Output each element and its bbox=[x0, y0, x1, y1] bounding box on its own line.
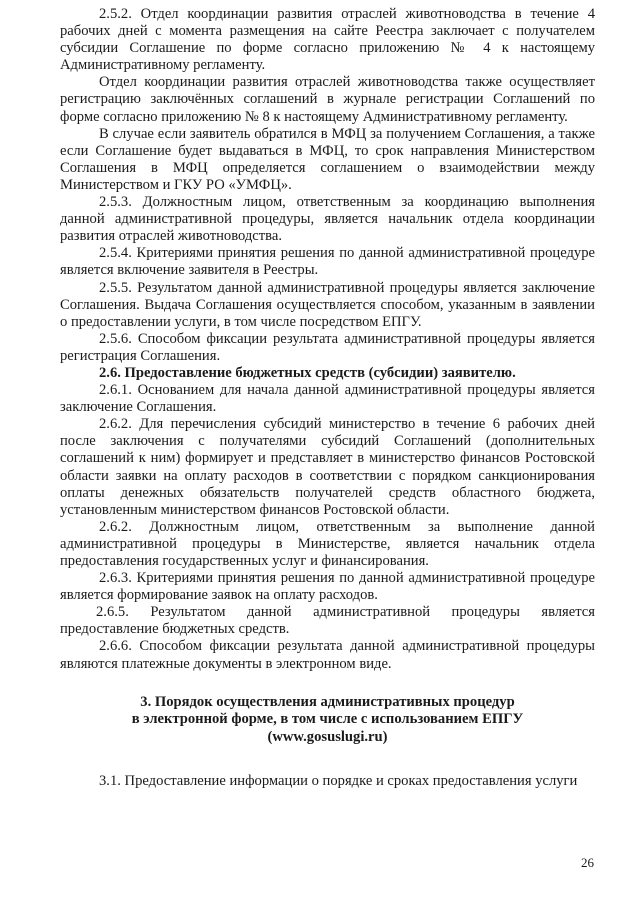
paragraph-2-6-2-transfer: 2.6.2. Для перечисления субсидий министерство в течение 6 рабочих дней после заключения с получателями субсидий Соглашений (дополнительных соглашений к ним) формирует и представляет в министерство финансов Ростовской области заявки на оплату расходов в соответствии с порядком санкционирования оплаты денежных обязательств получателей средств областного бюджета, установленным министерством финансов Ростовской области. bbox=[60, 416, 595, 518]
section-3-heading-line-3: (www.gosuslugi.ru) bbox=[267, 728, 388, 745]
section-3-heading-line-1: 3. Порядок осуществления административных процедур bbox=[140, 693, 515, 710]
paragraph-2-5-5: 2.5.5. Результатом данной административной процедуры является заключение Соглашения. Выдача Соглашения осуществляется способом, указанным в заявлении о предоставлении услуги, в том числе посредством ЕПГУ. bbox=[60, 279, 595, 330]
paragraph-registration: Отдел координации развития отраслей животноводства также осуществляет регистрацию заключённых соглашений в журнале регистрации Соглашений по форме согласно приложению № 8 к настоящему Административному регламенту. bbox=[60, 74, 595, 125]
page-number: 26 bbox=[581, 855, 594, 870]
document-page bbox=[60, 6, 595, 790]
paragraph-2-6-6: 2.6.6. Способом фиксации результата данной административной процедуры являются платежные документы в электронном виде. bbox=[60, 638, 595, 672]
paragraph-3-1: 3.1. Предоставление информации о порядке и сроках предоставления услуги bbox=[99, 773, 578, 790]
paragraph-2-6-5: 2.6.5. Результатом данной административной процедуры является предоставление бюджетных средств. bbox=[60, 604, 595, 638]
paragraph-2-5-3: 2.5.3. Должностным лицом, ответственным за координацию выполнения данной административной процедуры, является начальник отдела координации развития отраслей животноводства. bbox=[60, 194, 595, 245]
paragraph-2-6-3: 2.6.3. Критериями принятия решения по данной административной процедуре является формирование заявок на оплату расходов. bbox=[60, 570, 595, 604]
section-3-heading-line-2: в электронной форме, в том числе с использованием ЕПГУ bbox=[131, 711, 524, 728]
paragraph-2-5-4: 2.5.4. Критериями принятия решения по данной административной процедуре является включение заявителя в Реестры. bbox=[60, 245, 595, 279]
paragraph-2-6-1: 2.6.1. Основанием для начала данной административной процедуры является заключение Соглашения. bbox=[60, 382, 595, 416]
section-3-heading bbox=[60, 694, 595, 747]
paragraph-2-5-2: 2.5.2. Отдел координации развития отраслей животноводства в течение 4 рабочих дней с момента размещения на сайте Реестра заключает с получателем субсидии Соглашение по форме согласно приложению № 4 к настоящему Административному регламенту. bbox=[60, 6, 595, 74]
subsection-heading-2-6: 2.6. Предоставление бюджетных средств (субсидии) заявителю. bbox=[99, 364, 516, 381]
paragraph-2-6-2-official: 2.6.2. Должностным лицом, ответственным за выполнение данной административной процедуры в Министерстве, является начальник отдела предоставления государственных услуг и финансирования. bbox=[60, 518, 595, 569]
paragraph-mfc: В случае если заявитель обратился в МФЦ за получением Соглашения, а также если Соглашение будет выдаваться в МФЦ, то срок направления Министерством Соглашения в МФЦ определяется соглашением о взаимодействии между Министерством и ГКУ РО «УМФЦ». bbox=[60, 125, 595, 193]
paragraph-2-5-6: 2.5.6. Способом фиксации результата административной процедуры является регистрация Соглашения. bbox=[60, 330, 595, 364]
